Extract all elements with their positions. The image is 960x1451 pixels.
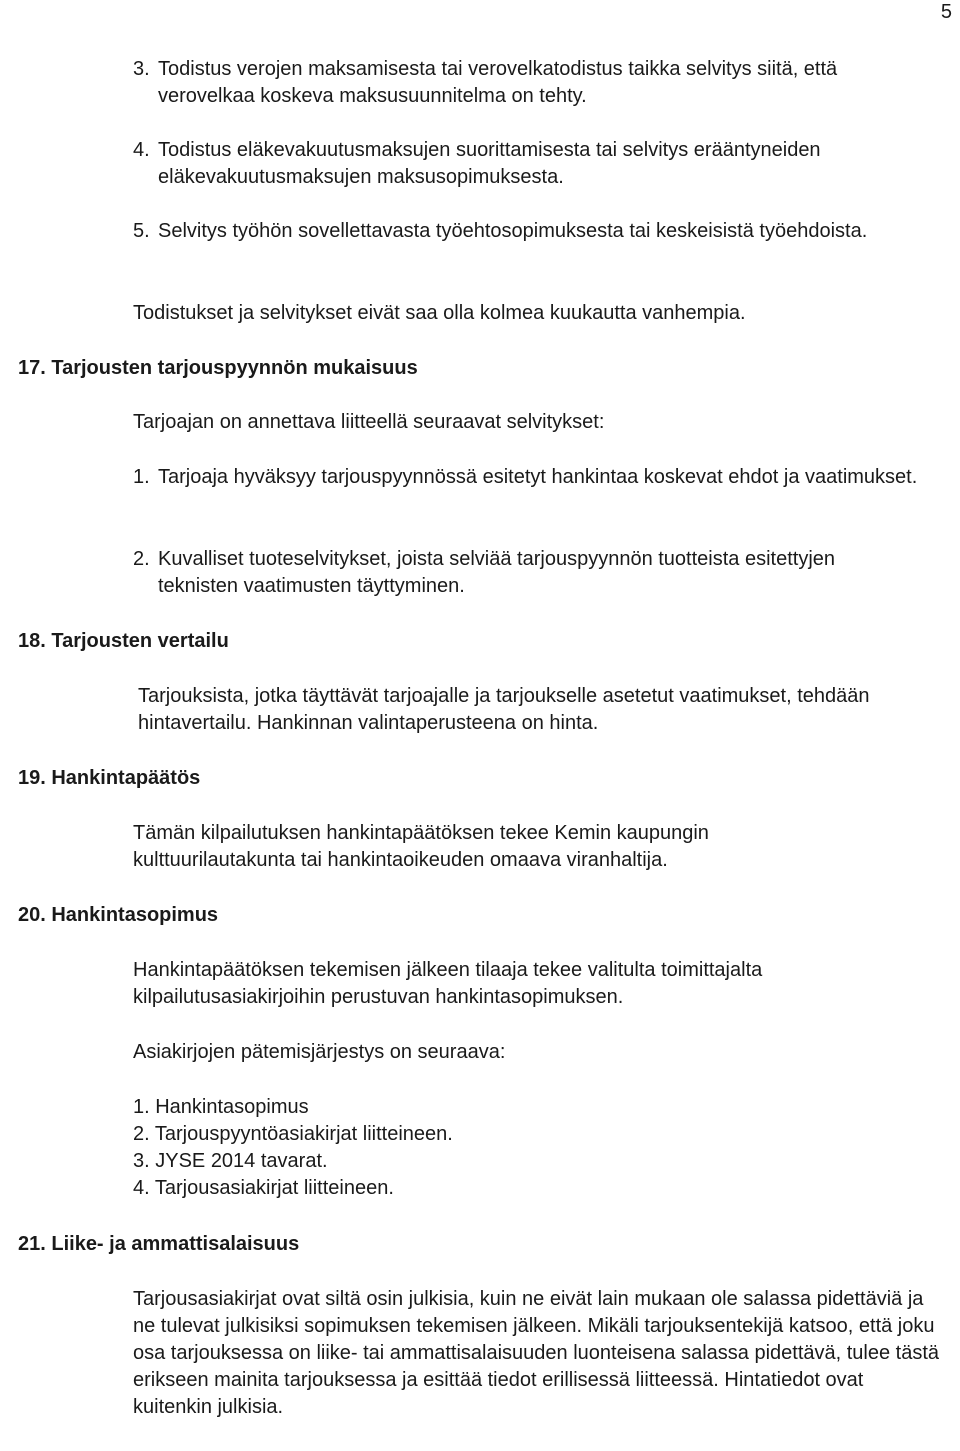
section-18-text: Tarjouksista, jotka täyttävät tarjoajalle ja tarjoukselle asetetut vaatimukset, tehdään hintavertailu. Hankinnan valintaperusteena on hinta.: [138, 685, 870, 734]
list-item: [133, 137, 948, 191]
requirements-list-item-5: [133, 218, 878, 245]
list-item: 4. Tarjousasiakirjat liitteineen.: [133, 1177, 394, 1199]
section-17-heading: 17. Tarjousten tarjouspyynnön mukaisuus: [18, 357, 418, 379]
list-item-text: Selvitys työhön sovellettavasta työehtosopimuksesta tai keskeisistä työehdoista.: [158, 220, 868, 242]
list-item: [133, 218, 878, 245]
page-number: 5: [940, 1, 952, 23]
section-17-item-1: [133, 464, 933, 491]
list-item-text: Tarjoaja hyväksyy tarjouspyynnössä esitetyt hankintaa koskevat ehdot ja vaatimukset.: [158, 466, 918, 488]
list-item-number: 4.: [133, 139, 150, 161]
section-21-text: Tarjousasiakirjat ovat siltä osin julkisia, kuin ne eivät lain mukaan ole salassa pidettäviä ja ne tulevat julkisiksi sopimuksen tekemisen jälkeen. Mikäli tarjouksentekijä katsoo, että joku osa tarjouksessa on liike- tai ammattisalaisuuden luonteisena salassa pidettävä, tulee tästä erikseen mainita tarjouksessa ja esittää tiedot erillisessä liitteessä. Hintatiedot ovat kuitenkin julkisia.: [133, 1288, 940, 1418]
list-item: [133, 546, 873, 600]
section-19-heading: 19. Hankintapäätös: [18, 767, 201, 789]
section-19-text: Tämän kilpailutuksen hankintapäätöksen tekee Kemin kaupungin kulttuurilautakunta tai hankintaoikeuden omaava viranhaltija.: [133, 822, 709, 871]
document-order-intro: Asiakirjojen pätemisjärjestys on seuraava:: [133, 1041, 506, 1063]
requirements-list-item-4: [133, 137, 948, 191]
section-18-heading: 18. Tarjousten vertailu: [18, 630, 229, 652]
section-17-item-2: [133, 546, 873, 600]
list-item: 2. Tarjouspyyntöasiakirjat liitteineen.: [133, 1123, 453, 1145]
list-item: 3. JYSE 2014 tavarat.: [133, 1150, 328, 1172]
section-21-heading: 21. Liike- ja ammattisalaisuus: [18, 1233, 300, 1255]
requirements-list: [133, 56, 933, 110]
list-item-number: 1.: [133, 466, 150, 488]
section-20-heading: 20. Hankintasopimus: [18, 904, 219, 926]
list-item-text: Todistus verojen maksamisesta tai verovelkatodistus taikka selvitys siitä, että verovelkaa koskeva maksusuunnitelma on tehty.: [158, 58, 838, 107]
list-item: [133, 464, 933, 491]
certificates-note: Todistukset ja selvitykset eivät saa olla kolmea kuukautta vanhempia.: [133, 302, 746, 324]
list-item: [133, 56, 933, 110]
list-item: 1. Hankintasopimus: [133, 1096, 309, 1118]
list-item-text: Todistus eläkevakuutusmaksujen suorittamisesta tai selvitys erääntyneiden eläkevakuutusmaksujen maksusopimuksesta.: [158, 139, 821, 188]
document-order-list: [133, 1094, 933, 1202]
section-17-intro: Tarjoajan on annettava liitteellä seuraavat selvitykset:: [133, 411, 605, 433]
list-item-number: 2.: [133, 548, 150, 570]
section-20-text: Hankintapäätöksen tekemisen jälkeen tilaaja tekee valitulta toimittajalta kilpailutusasiakirjoihin perustuvan hankintasopimuksen.: [133, 959, 763, 1008]
list-item-number: 3.: [133, 58, 150, 80]
list-item-number: 5.: [133, 220, 150, 242]
list-item-text: Kuvalliset tuoteselvitykset, joista selviää tarjouspyynnön tuotteista esitettyjen teknisten vaatimusten täyttyminen.: [158, 548, 836, 597]
